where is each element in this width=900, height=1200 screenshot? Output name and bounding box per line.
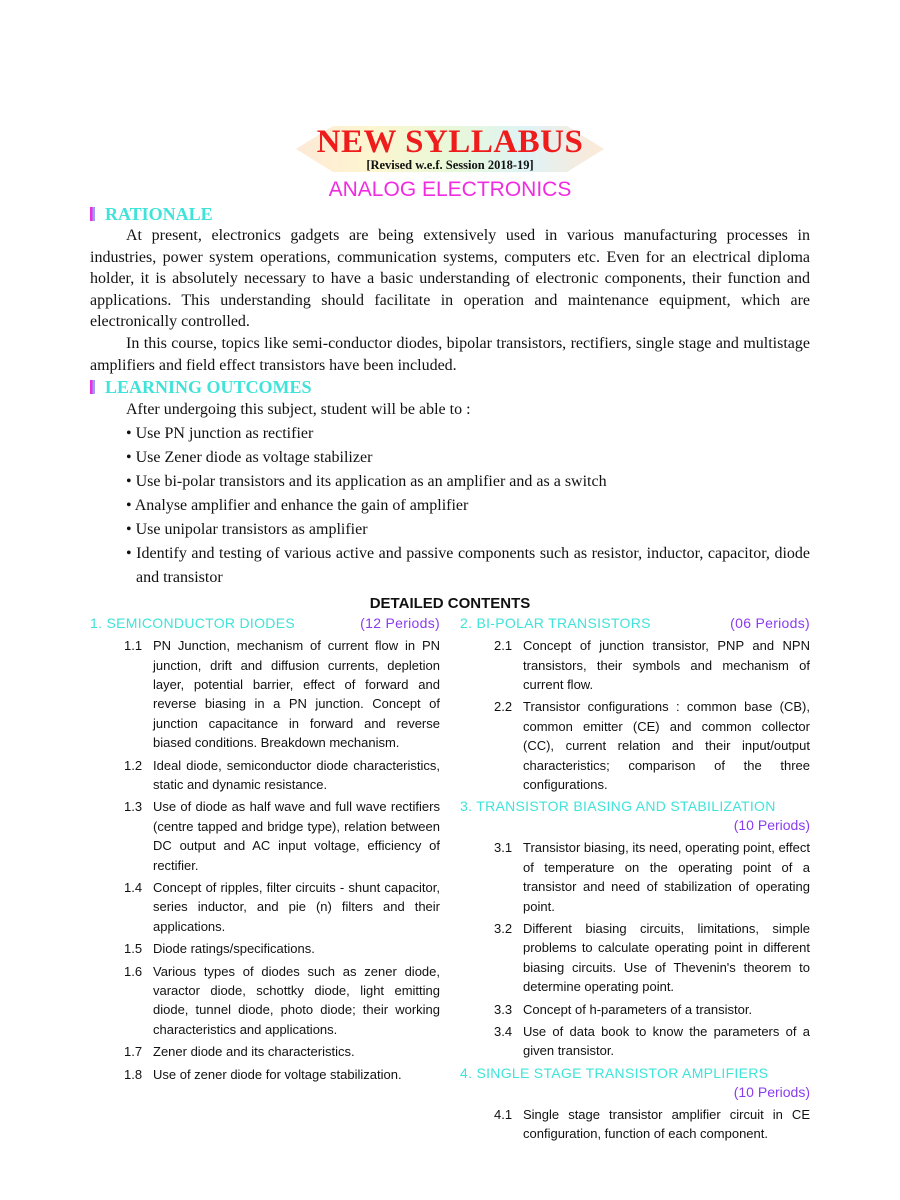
item-text: Use of zener diode for voltage stabilization.: [153, 1066, 402, 1082]
learning-outcomes-heading: [90, 376, 810, 398]
content-item: [460, 838, 810, 916]
unit-periods: (10 Periods): [733, 817, 810, 834]
contents-left-column: [90, 614, 440, 1144]
content-item: [460, 1000, 810, 1019]
item-number: 3.1: [494, 840, 513, 856]
rationale-heading: [90, 203, 810, 225]
item-number: 1.8: [124, 1066, 143, 1082]
unit-heading: [460, 614, 810, 633]
unit-block: [460, 614, 810, 794]
item-text: Zener diode and its characteristics.: [153, 1044, 355, 1060]
content-item: [460, 1022, 810, 1061]
section-marker-icon: [90, 380, 95, 394]
item-text: Diode ratings/specifications.: [153, 941, 315, 957]
revision-note: [Revised w.e.f. Session 2018-19]: [366, 158, 534, 172]
item-text: Different biasing circuits, limitations, simple problems to calculate operating point in different biasing circuits. Use of Thevenin's theorem to determine operating point.: [523, 921, 810, 995]
unit-periods: (12 Periods): [360, 615, 440, 632]
learning-outcomes-heading-text: LEARNING OUTCOMES: [105, 377, 312, 398]
content-item: [90, 878, 440, 936]
rationale-paragraph: At present, electronics gadgets are being extensively used in various manufacturing processes in industries, power system operations, communication systems, computers etc. Even for an electrical diploma holder, it is absolutely necessary to have a basic understanding of electronic components, their function and applications. This understanding should facilitate in operation and maintenance equipment, which are electronically controlled.: [90, 227, 810, 331]
page-title: NEW SYLLABUS: [316, 124, 584, 160]
outcomes-intro: After undergoing this subject, student will be able to :: [126, 401, 471, 419]
outcome-item: • Use Zener diode as voltage stabilizer: [126, 449, 373, 467]
item-text: Concept of h-parameters of a transistor.: [523, 1001, 753, 1017]
item-number: 1.3: [124, 799, 143, 815]
item-text: PN Junction, mechanism of current flow in PN junction, drift and diffusion currents, depletion layer, potential barrier, effect of forward and reverse biasing in a PN junction. Concept of junction capacitance in forward and reverse biased conditions. Breakdown mechanism.: [153, 638, 440, 751]
rationale-paragraph: In this course, topics like semi-conductor diodes, bipolar transistors, rectifiers, single stage and multistage amplifiers and field effect transistors have been included.: [90, 334, 810, 374]
content-item: [90, 962, 440, 1040]
unit-heading: [460, 1064, 810, 1083]
outcome-item: • Analyse amplifier and enhance the gain of amplifier: [126, 497, 469, 515]
unit-periods: (06 Periods): [730, 615, 810, 632]
content-item: [90, 756, 440, 795]
item-text: Single stage transistor amplifier circuit in CE configuration, function of each component.: [523, 1106, 810, 1142]
item-number: 2.1: [494, 638, 513, 654]
unit-periods: (10 Periods): [733, 1083, 810, 1100]
unit-title: 3. TRANSISTOR BIASING AND STABILIZATION: [460, 798, 776, 815]
item-number: 3.4: [494, 1024, 513, 1040]
content-item: [90, 1065, 440, 1084]
unit-title: 4. SINGLE STAGE TRANSISTOR AMPLIFIERS: [460, 1064, 769, 1081]
unit-title: 2. BI-POLAR TRANSISTORS: [460, 615, 651, 632]
subject-title: ANALOG ELECTRONICS: [328, 178, 572, 201]
content-item: [460, 919, 810, 997]
page-content: [90, 126, 810, 1144]
item-number: 3.3: [494, 1001, 513, 1017]
item-number: 1.4: [124, 880, 143, 896]
content-item: [90, 1042, 440, 1061]
item-text: Ideal diode, semiconductor diode characteristics, static and dynamic resistance.: [153, 757, 440, 792]
content-item: [90, 797, 440, 875]
outcome-item: • Use bi-polar transistors and its application as an amplifier and as a switch: [126, 473, 607, 491]
rationale-body: [90, 225, 810, 376]
item-text: Use of diode as half wave and full wave rectifiers (centre tapped and bridge type), relation between DC output and AC input voltage, efficiency of rectifier.: [153, 799, 440, 873]
outcome-item: • Identify and testing of various active and passive components such as resistor, inductor, capacitor, diode and transistor: [126, 545, 810, 587]
item-text: Concept of junction transistor, PNP and NPN transistors, their symbols and mechanism of current flow.: [523, 638, 810, 692]
content-item: [460, 697, 810, 794]
content-item: [90, 636, 440, 752]
unit-block: [460, 797, 810, 1060]
unit-heading: [90, 614, 440, 633]
item-number: 1.2: [124, 757, 143, 773]
section-marker-icon: [90, 207, 95, 221]
content-item: [460, 1105, 810, 1144]
outcome-item: • Use PN junction as rectifier: [126, 425, 314, 443]
item-number: 3.2: [494, 921, 513, 937]
outcome-item: • Use unipolar transistors as amplifier: [126, 521, 368, 539]
content-item: [90, 939, 440, 958]
unit-title: 1. SEMICONDUCTOR DIODES: [90, 615, 295, 632]
learning-outcomes-list: [126, 398, 810, 590]
item-number: 2.2: [494, 699, 513, 715]
item-number: 4.1: [494, 1106, 513, 1122]
unit-heading: [460, 797, 810, 816]
item-number: 1.5: [124, 941, 143, 957]
item-text: Use of data book to know the parameters of a given transistor.: [523, 1024, 810, 1059]
rationale-heading-text: RATIONALE: [105, 204, 213, 224]
item-number: 1.7: [124, 1044, 143, 1060]
item-text: Transistor biasing, its need, operating point, effect of temperature on the operating point of a transistor and need of stabilization of operating point.: [523, 840, 810, 914]
item-text: Transistor configurations : common base (CB), common emitter (CE) and common collector (CC), current relation and their input/output characteristics; comparison of the three configurations.: [523, 699, 810, 792]
contents-columns: [90, 614, 810, 1144]
unit-block: [90, 614, 440, 1084]
item-text: Various types of diodes such as zener diode, varactor diode, schottky diode, light emitting diode, tunnel diode, photo diode; their working characteristics and applications.: [153, 963, 440, 1037]
item-text: Concept of ripples, filter circuits - shunt capacitor, series inductor, and pie (n) filters and their applications.: [153, 880, 440, 934]
contents-right-column: [460, 614, 810, 1144]
unit-block: [460, 1064, 810, 1144]
detailed-contents-heading: DETAILED CONTENTS: [369, 595, 531, 613]
item-number: 1.1: [124, 638, 143, 654]
item-number: 1.6: [124, 963, 143, 979]
content-item: [460, 636, 810, 694]
